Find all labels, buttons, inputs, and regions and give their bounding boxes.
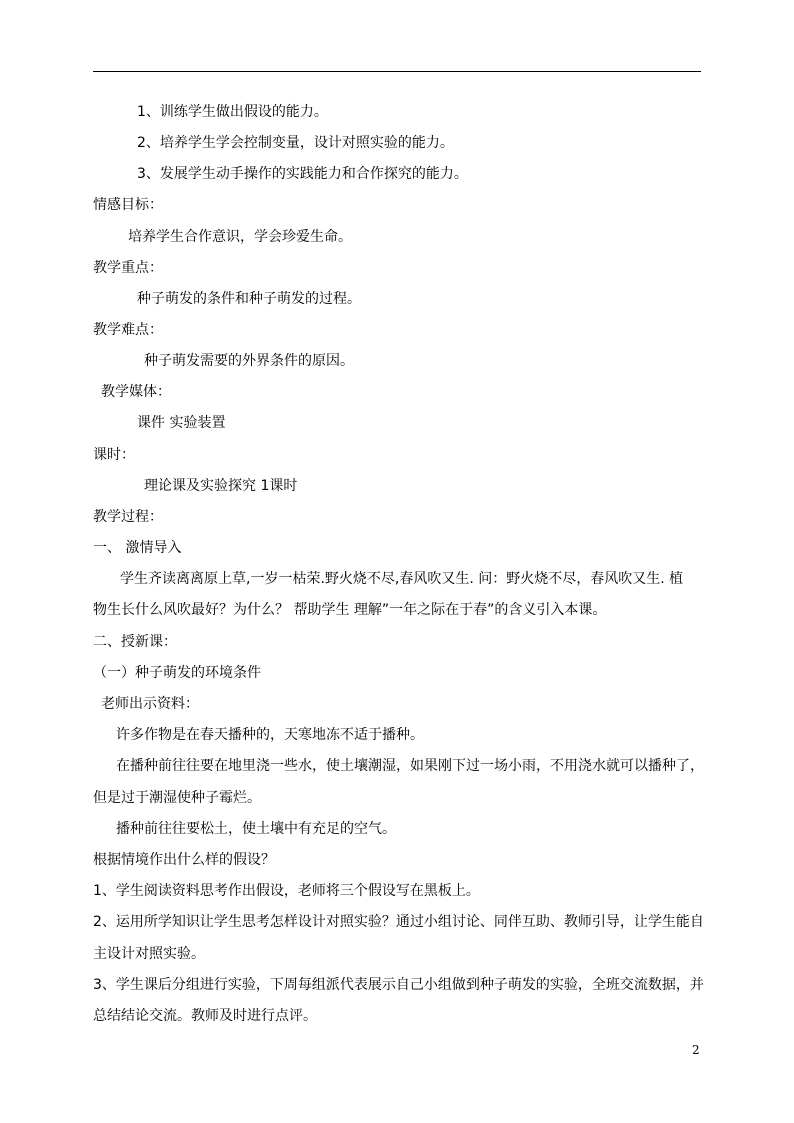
step-3-line-2: 总结结论交流。教师及时进行点评。 [93, 1008, 317, 1024]
heading-media: 教学媒体： [101, 384, 171, 400]
hypothesis-question: 根据情境作出什么样的假设？ [93, 852, 275, 868]
section-intro-heading: 一、 激情导入 [93, 540, 182, 556]
heading-emotion-goal: 情感目标： [93, 197, 163, 213]
header-rule [93, 71, 701, 72]
key-points-text: 种子萌发的条件和种子萌发的过程。 [137, 291, 361, 307]
material-line-3: 播种前往往要松土，使土壤中有充足的空气。 [116, 821, 396, 837]
objective-line-3: 3、发展学生动手操作的实践能力和合作探究的能力。 [137, 166, 468, 182]
difficulties-text: 种子萌发需要的外界条件的原因。 [144, 353, 354, 369]
media-text: 课件 实验装置 [137, 415, 226, 431]
materials-heading: 老师出示资料： [101, 696, 199, 712]
heading-class-hours: 课时： [93, 447, 135, 463]
page-number: 2 [692, 1043, 700, 1057]
intro-paragraph-line-2: 物生长什么风吹最好？为什么？ 帮助学生 理解”一年之际在于春”的含义引入本课。 [93, 602, 607, 618]
section-new-lesson-heading: 二、授新课： [93, 634, 177, 650]
subsection-heading: （一）种子萌发的环境条件 [93, 665, 261, 681]
step-2-line-1: 2、运用所学知识让学生思考怎样设计对照实验？通过小组讨论、同伴互助、教师引导，让学生能自 [93, 914, 704, 930]
objective-line-1: 1、训练学生做出假设的能力。 [137, 104, 328, 120]
heading-key-points: 教学重点： [93, 260, 163, 276]
material-line-1: 许多作物是在春天播种的，天寒地冻不适于播种。 [116, 727, 424, 743]
objective-line-2: 2、培养学生学会控制变量，设计对照实验的能力。 [137, 135, 454, 151]
step-3-line-1: 3、学生课后分组进行实验，下周每组派代表展示自己小组做到种子萌发的实验，全班交流数据，并 [93, 977, 704, 993]
heading-difficulties: 教学难点： [93, 322, 163, 338]
material-line-2-cont: 但是过于潮湿使种子霉烂。 [93, 790, 261, 806]
heading-process: 教学过程： [93, 509, 163, 525]
class-hours-text: 理论课及实验探究 1课时 [144, 478, 298, 494]
step-2-line-2: 主设计对照实验。 [93, 946, 205, 962]
step-1: 1、学生阅读资料思考作出假设，老师将三个假设写在黑板上。 [93, 883, 480, 899]
intro-paragraph-line-1: 学生齐读离离原上草,一岁一枯荣.野火烧不尽,春风吹又生. 问：野火烧不尽，春风吹又生. 植 [120, 571, 684, 587]
emotion-goal-text: 培养学生合作意识，学会珍爱生命。 [128, 229, 352, 245]
material-line-2: 在播种前往往要在地里浇一些水，使土壤潮湿，如果刚下过一场小雨，不用浇水就可以播种了， [116, 758, 704, 774]
